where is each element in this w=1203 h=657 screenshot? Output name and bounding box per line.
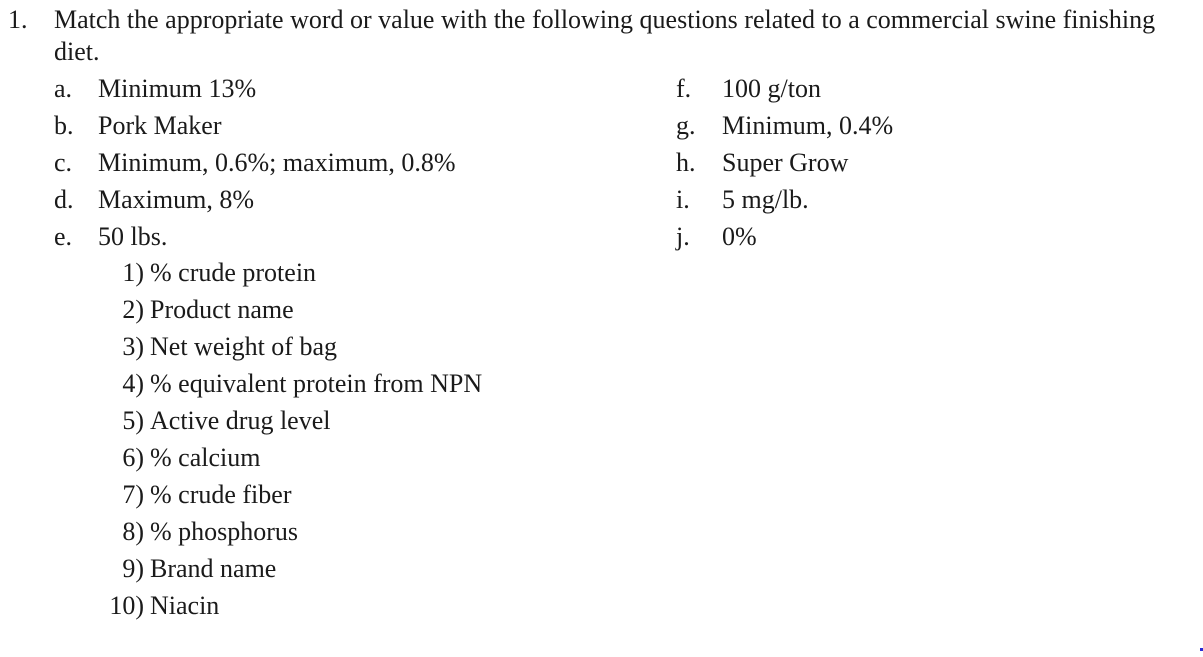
- item-number: 7): [122, 480, 144, 509]
- answer-option-g: [676, 107, 1176, 144]
- option-letter: b.: [54, 111, 74, 140]
- option-letter: e.: [54, 222, 73, 251]
- answer-option-f: [676, 70, 1176, 107]
- answer-option-b: [54, 107, 614, 144]
- item-text: % equivalent protein from NPN: [150, 369, 483, 398]
- item-text: % phosphorus: [150, 517, 299, 546]
- item-text: Active drug level: [150, 406, 331, 435]
- option-letter: j.: [676, 222, 690, 251]
- item-number: 3): [122, 332, 144, 361]
- question-prompt: Match the appropriate word or value with the following questions related to a commercial swine finishing diet.: [54, 5, 1156, 66]
- item-text: Brand name: [150, 554, 277, 583]
- option-text: Maximum, 8%: [98, 185, 254, 214]
- item-text: % crude protein: [150, 258, 317, 287]
- item-text: Net weight of bag: [150, 332, 338, 361]
- option-text: Minimum, 0.6%; maximum, 0.8%: [98, 148, 456, 177]
- option-letter: d.: [54, 185, 74, 214]
- item-text: % crude fiber: [150, 480, 292, 509]
- option-text: Pork Maker: [98, 111, 222, 140]
- option-text: Minimum, 0.4%: [722, 111, 894, 140]
- option-letter: c.: [54, 148, 73, 177]
- answer-option-a: [54, 70, 614, 107]
- option-text: 50 lbs.: [98, 222, 168, 251]
- option-letter: a.: [54, 74, 73, 103]
- option-text: 100 g/ton: [722, 74, 821, 103]
- answer-option-h: [676, 144, 1176, 181]
- answer-option-c: [54, 144, 614, 181]
- answer-option-d: [54, 181, 614, 218]
- answer-option-e: [54, 218, 614, 255]
- option-text: Minimum 13%: [98, 74, 257, 103]
- item-number: 1): [122, 258, 144, 287]
- question-number: 1.: [8, 5, 28, 34]
- item-number: 10): [109, 591, 144, 620]
- item-number: 4): [122, 369, 144, 398]
- option-text: Super Grow: [722, 148, 849, 177]
- item-number: 6): [122, 443, 144, 472]
- answer-options-right: [676, 70, 1176, 255]
- option-letter: f.: [676, 74, 692, 103]
- answer-option-j: [676, 218, 1176, 255]
- item-number: 8): [122, 517, 144, 546]
- answer-options-left: [54, 70, 614, 255]
- option-letter: g.: [676, 111, 696, 140]
- answer-option-i: [676, 181, 1176, 218]
- option-text: 5 mg/lb.: [722, 185, 809, 214]
- item-text: % calcium: [150, 443, 261, 472]
- option-text: 0%: [722, 222, 757, 251]
- item-number: 5): [122, 406, 144, 435]
- item-text: Product name: [150, 295, 294, 324]
- option-letter: i.: [676, 185, 690, 214]
- option-letter: h.: [676, 148, 696, 177]
- item-number: 9): [122, 554, 144, 583]
- item-number: 2): [122, 295, 144, 324]
- item-text: Niacin: [150, 591, 220, 620]
